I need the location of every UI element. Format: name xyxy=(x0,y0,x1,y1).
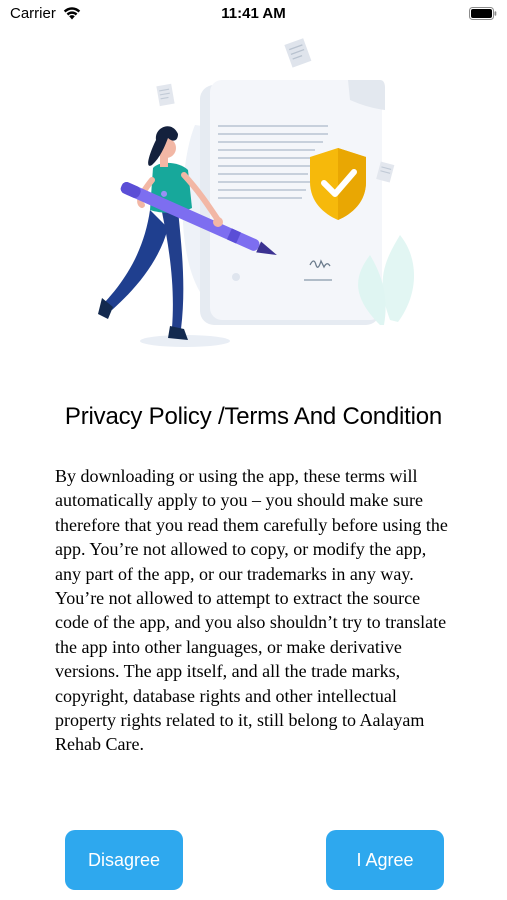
status-bar xyxy=(0,0,507,28)
battery-icon xyxy=(469,7,497,20)
terms-text: By downloading or using the app, these terms will automatically apply to you – you should make sure therefore that you read them carefully before using the app. You’re not allowed to copy, or modify the app, any part of the app, or our trademarks in any way. You’re not allowed to attempt to extract the source code of the app, and you also shouldn’t try to translate the app into other languages, or make derivative versions. The app itself, and all the trade marks, copyright, database rights and other intellectual property rights related to it, still belong to Aalayam Rehab Care. xyxy=(55,466,448,755)
disagree-button[interactable]: Disagree xyxy=(65,830,183,890)
clock: 11:41 AM xyxy=(221,5,286,22)
page-title: Privacy Policy /Terms And Condition xyxy=(64,403,443,430)
document-signing-illustration xyxy=(80,30,430,355)
carrier-label: Carrier xyxy=(10,5,56,22)
agree-button[interactable]: I Agree xyxy=(326,830,444,890)
